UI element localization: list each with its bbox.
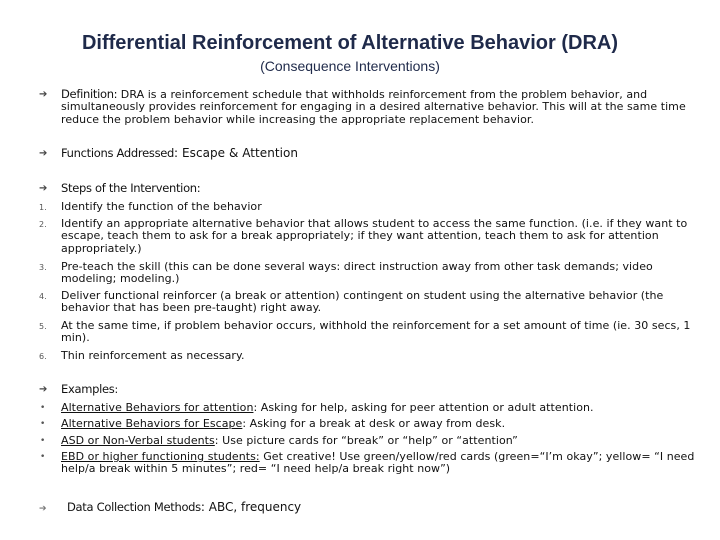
definition-label: Definition: [61, 87, 118, 101]
arrow-bullet-icon: ➔ [39, 183, 48, 194]
functions-text [61, 147, 701, 159]
dot-bullet-icon: • [40, 403, 46, 413]
example-body: : Use picture cards for “break” or “help” or “attention” [214, 434, 518, 447]
example-category: EBD or higher functioning students: [61, 450, 260, 463]
step-number: 1. [39, 203, 47, 212]
steps-label: Steps of the Intervention: [61, 181, 201, 195]
step-number: 6. [39, 352, 47, 361]
functions-body: : Escape & Attention [174, 146, 299, 160]
example-text [61, 418, 701, 430]
data-collection-body: : ABC, frequency [200, 500, 302, 514]
data-collection-label: Data Collection Methods [67, 500, 201, 514]
arrow-bullet-icon: ➔ [39, 384, 48, 395]
examples-colon: : [114, 383, 119, 396]
example-category: ASD or Non-Verbal students [61, 434, 215, 447]
dot-bullet-icon: • [40, 419, 46, 429]
step-text: Identify an appropriate alternative behavior that allows student to access the same function. (i.e. if they want to escape, teach them to ask for a break appropriately; if they want attention, teach them to ask for attention appropriately.) [61, 217, 688, 255]
step-number: 3. [39, 263, 47, 272]
example-body: : Asking for a break at desk or away from desk. [242, 417, 506, 430]
step-text: At the same time, if problem behavior occurs, withhold the reinforcement for a set amount of time (ie. 30 secs, 1 min). [61, 319, 691, 345]
step-number: 4. [39, 292, 47, 301]
example-text [61, 451, 701, 476]
dot-bullet-icon: • [40, 436, 46, 446]
example-text [61, 402, 701, 414]
arrow-bullet-icon: ➔ [39, 504, 47, 514]
step-text: Thin reinforcement as necessary. [61, 349, 245, 362]
page-subtitle: (Consequence Interventions) [260, 58, 440, 74]
arrow-bullet-icon: ➔ [39, 89, 48, 100]
definition-body: DRA is a reinforcement schedule that withholds reinforcement from the problem behavior, and simultaneously provides reinforcement for engaging in a desired alternative behavior. This will at the same time reduce the problem behavior while increasing the appropriate replacement behavior. [61, 88, 686, 126]
definition-text [61, 88, 701, 126]
example-category: Alternative Behaviors for attention [61, 401, 254, 414]
step-text: Deliver functional reinforcer (a break or attention) contingent on student using the alternative behavior (the behavior that has been pre-taught) right away. [61, 289, 664, 315]
example-text [61, 435, 701, 447]
functions-label: Functions Addressed [61, 146, 175, 160]
step-text: Pre-teach the skill (this can be done several ways: direct instruction away from other task demands; video modeling; modeling.) [61, 260, 653, 286]
example-category: Alternative Behaviors for Escape [61, 417, 243, 430]
dot-bullet-icon: • [40, 452, 46, 462]
examples-heading [61, 383, 701, 396]
step-number: 2. [39, 220, 47, 229]
arrow-bullet-icon: ➔ [39, 148, 48, 159]
step-text: Identify the function of the behavior [61, 200, 262, 213]
data-collection-text [67, 500, 301, 514]
steps-heading [61, 182, 701, 195]
step-number: 5. [39, 322, 47, 331]
page-title: Differential Reinforcement of Alternative Behavior (DRA) [81, 32, 618, 54]
examples-label: Examples [61, 382, 115, 396]
example-body: : Asking for help, asking for peer attention or adult attention. [253, 401, 594, 414]
example-body: Get creative! Use green/yellow/red cards (green=“I’m okay”; yellow= “I need help/a break within 5 minutes”; red= “I need help/a break right now”) [61, 450, 695, 476]
